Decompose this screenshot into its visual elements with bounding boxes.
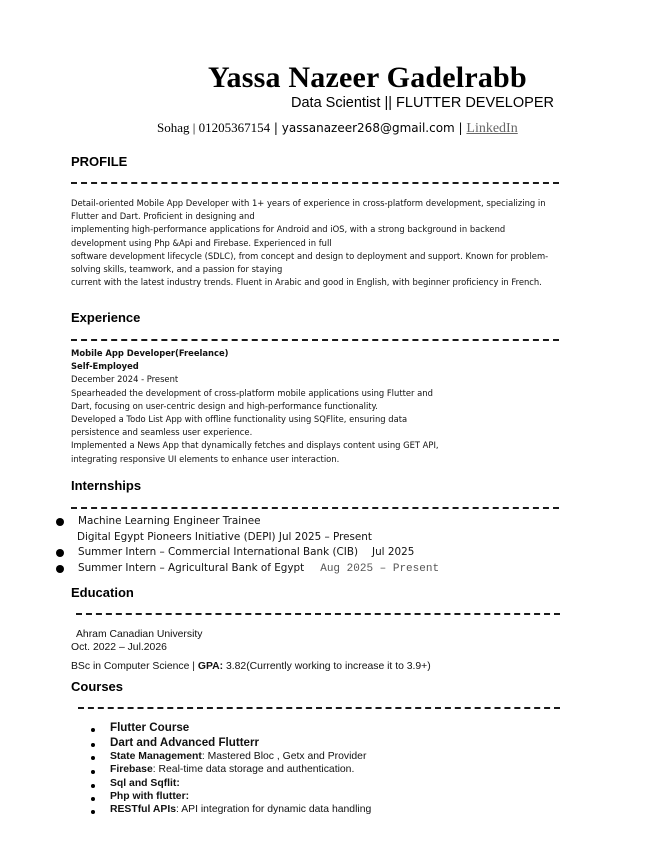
contact-separator: | (270, 121, 282, 135)
course-name: State Management (110, 751, 202, 762)
contact-location: Sohag (157, 120, 190, 135)
course-name: Flutter Course (110, 721, 190, 734)
bullet-icon (91, 756, 95, 760)
experience-company: Self-Employed (71, 361, 139, 372)
section-divider (71, 182, 559, 184)
contact-separator: | (189, 120, 199, 135)
bullet-icon (91, 797, 95, 801)
experience-line: Spearheaded the development of cross-platform mobile applications using Flutter and (71, 387, 433, 398)
internship-item-date: Aug 2025 – Present (320, 563, 440, 575)
bullet-icon (56, 518, 64, 526)
internship-item-date: Jul 2025 (372, 546, 415, 558)
contact-email[interactable]: yassanazeer268@gmail.com (281, 121, 455, 135)
course-item (110, 777, 180, 791)
profile-summary (71, 197, 548, 289)
profile-line: Detail-oriented Mobile App Developer with 1+ years of experience in cross-platform development, specializing in (71, 198, 546, 208)
internship-item (78, 561, 439, 578)
course-description: : Mastered Bloc , Getx and Provider (201, 751, 367, 762)
education-dates: Oct. 2022 – Jul.2026 (71, 642, 167, 653)
section-heading-education: Education (71, 585, 134, 600)
internship-item-detail: Digital Egypt Pioneers Initiative (DEPI) Jul 2025 – Present (77, 531, 372, 543)
gpa-label: GPA: (197, 661, 224, 672)
course-name: Dart and Advanced Flutterr (110, 736, 260, 749)
course-item (110, 736, 259, 750)
experience-line: persistence and seamless user experience. (71, 427, 253, 438)
course-item (110, 803, 371, 817)
internship-item-title: Machine Learning Engineer Trainee (78, 515, 261, 527)
contact-line (157, 119, 518, 137)
bullet-icon (91, 810, 95, 814)
bullet-icon (91, 784, 95, 788)
bullet-icon (56, 565, 64, 573)
section-heading-courses: Courses (71, 679, 124, 694)
profile-line: solving skills, teamwork, and a passion for staying (71, 264, 283, 275)
experience-line: Dart, focusing on user-centric design and high-performance functionality. (71, 400, 378, 411)
course-name: Php with flutter: (110, 791, 190, 802)
internship-item-title: Summer Intern – Agricultural Bank of Egypt (78, 562, 305, 574)
course-description: : Real-time data storage and authentication. (152, 764, 355, 775)
course-name: RESTful APIs (110, 804, 177, 815)
bullet-icon (91, 728, 95, 732)
section-heading-profile: PROFILE (71, 154, 128, 169)
course-item (110, 763, 354, 777)
internship-item-title: Summer Intern – Commercial International Bank (CIB) (78, 546, 359, 558)
course-name: Firebase (110, 764, 153, 775)
gpa-value: 3.82(Currently working to increase it to 3.9+) (223, 661, 431, 672)
course-item (110, 790, 189, 804)
profile-line: development using Php &Api and Firebase. Experienced in full (71, 237, 332, 248)
candidate-name: Yassa Nazeer Gadelrabb (208, 61, 527, 94)
section-heading-internships: Internships (71, 478, 142, 493)
course-item (110, 721, 189, 735)
bullet-icon (56, 549, 64, 557)
internship-item (78, 545, 414, 561)
experience-line: integrating responsive UI elements to enhance user interaction. (71, 453, 340, 464)
contact-phone[interactable]: 01205367154 (198, 120, 271, 135)
profile-line: current with the latest industry trends. Fluent in Arabic and good in English, with beginner proficiency in French. (71, 277, 542, 288)
section-divider (71, 339, 559, 341)
profile-line: Flutter and Dart. Proficient in designing and (71, 211, 255, 222)
bullet-icon (91, 743, 95, 747)
section-divider (71, 507, 559, 509)
profile-line: software development lifecycle (SDLC), from concept and design to deployment and support. Known for problem- (71, 250, 549, 261)
linkedin-link[interactable]: LinkedIn (466, 121, 518, 136)
education-degree-line (71, 660, 431, 673)
experience-role: Mobile App Developer(Freelance) (71, 348, 229, 358)
course-item (110, 750, 366, 764)
education-degree: BSc in Computer Science | (71, 661, 198, 672)
course-description: : API integration for dynamic data handling (176, 804, 372, 815)
contact-separator: | (454, 121, 467, 135)
candidate-title: Data Scientist || FLUTTER DEVELOPER (291, 95, 554, 111)
section-divider (76, 613, 560, 615)
profile-line: implementing high-performance applications for Android and iOS, with a strong background in backend (71, 224, 506, 235)
section-divider (78, 707, 560, 709)
experience-entry (71, 347, 439, 466)
experience-line: Developed a Todo List App with offline functionality using SQFlite, ensuring data (71, 414, 408, 425)
experience-dates: December 2024 - Present (71, 374, 179, 385)
bullet-icon (91, 770, 95, 774)
course-name: Sql and Sqflit: (110, 778, 180, 789)
section-heading-experience: Experience (71, 310, 141, 325)
experience-line: Implemented a News App that dynamically fetches and displays content using GET API, (71, 440, 439, 451)
education-school: Ahram Canadian University (76, 629, 203, 640)
